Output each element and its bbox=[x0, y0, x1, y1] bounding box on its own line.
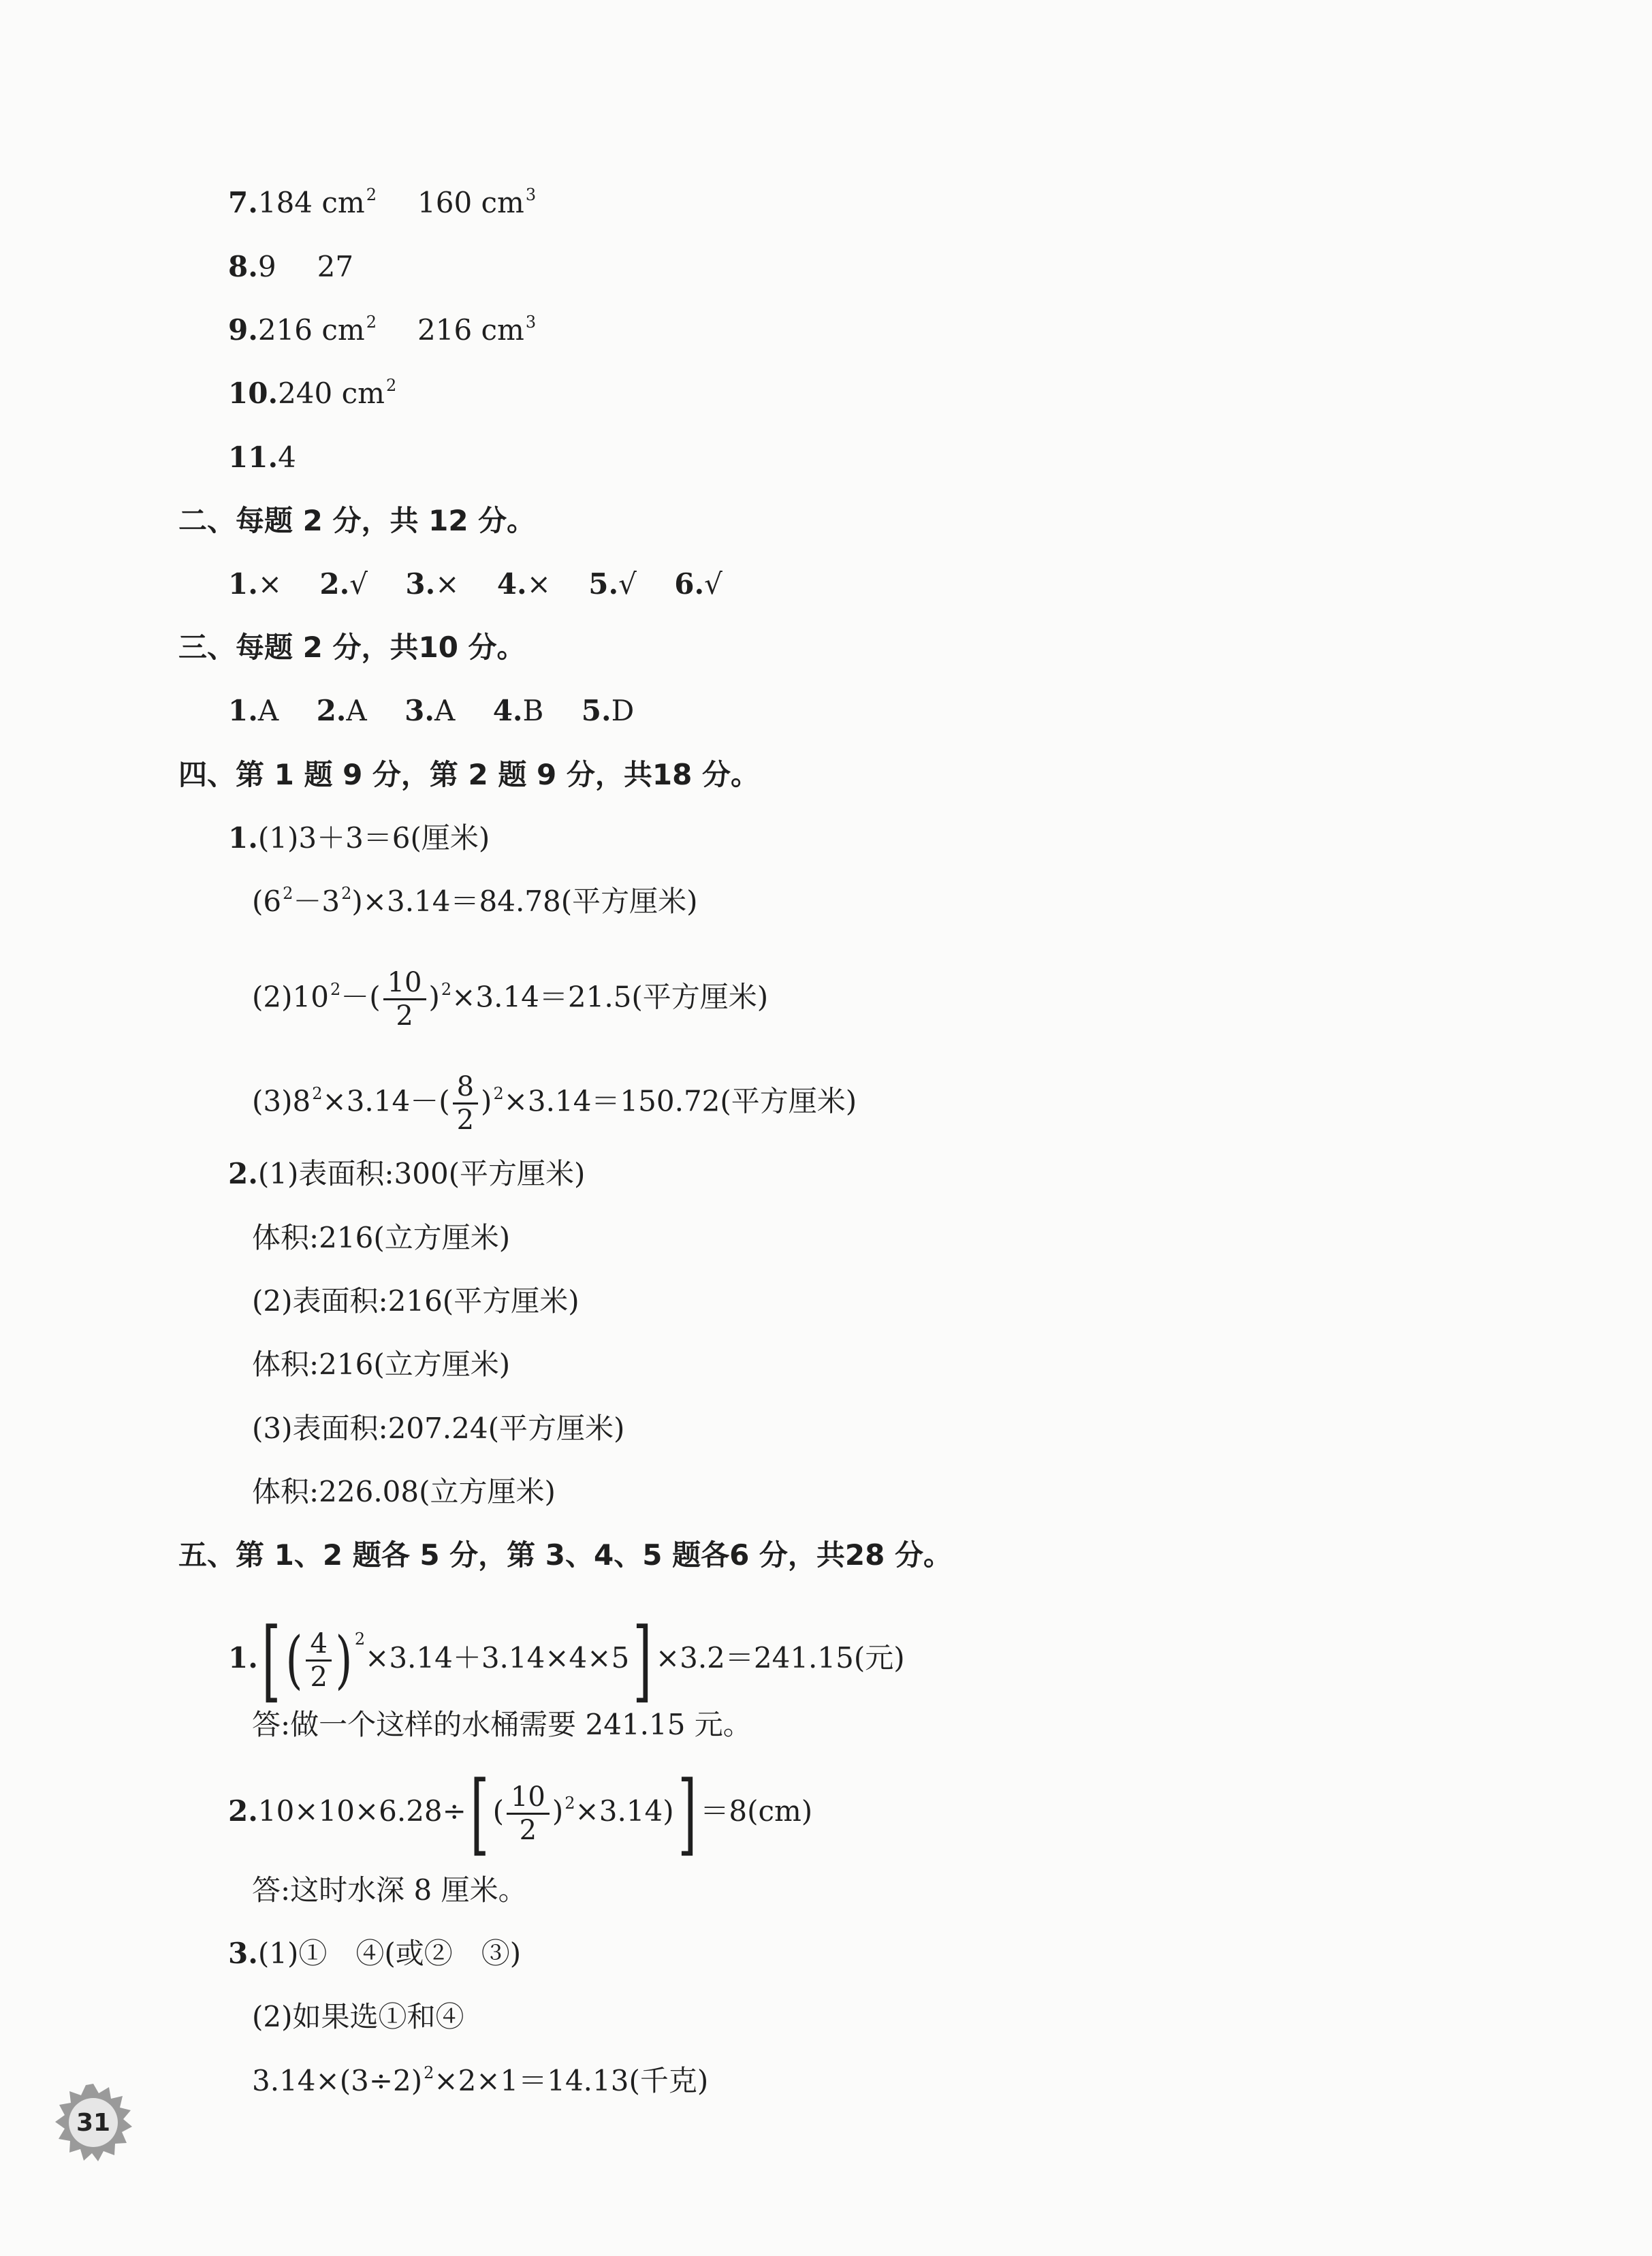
answer-p5-q3-line3: $3.14\times(3\div 2)^2\times 2\times 1=14.13$(千克) bbox=[252, 2063, 709, 2097]
answer-p5-q2-answer: 答:这时水深 8 厘米。 bbox=[252, 1873, 527, 1907]
answer-p4-q2-line4: 体积:216(立方厘米) bbox=[252, 1348, 511, 1381]
answer-list-part3: 1.A 2.A 3.A 4.B 5.D bbox=[228, 694, 635, 727]
answer-p4-q2-line2: 体积:216(立方厘米) bbox=[252, 1221, 511, 1254]
answer-q7: 7.184 $cm^2$ 160 $cm^3$ bbox=[228, 185, 537, 219]
answer-p5-q3-line2: (2)如果选①和④ bbox=[252, 2000, 464, 2033]
section-heading-2: 二、每题 2 分，共 12 分。 bbox=[178, 504, 536, 537]
answer-p4-q2-line6: 体积:226.08(立方厘米) bbox=[252, 1475, 556, 1508]
fraction: $\frac{4}{2}$ bbox=[306, 1628, 331, 1693]
fraction: $\frac{10}{2}$ bbox=[383, 967, 426, 1032]
answer-p4-q2-line3: (2)表面积:216(平方厘米) bbox=[252, 1284, 579, 1318]
answer-q8: 8.9 27 bbox=[228, 250, 354, 283]
page-number: 31 bbox=[76, 2108, 111, 2137]
answer-p5-q1-equation: 1.[( $\frac{4}{2}$ ) $^2$×3.14＋3.14×4×5] ×3.2＝241.15(元) bbox=[228, 1608, 905, 1712]
answer-p5-q2-equation: 2.10×10×6.28÷[ ( $\frac{10}{2}$ )$^2$×3.14)] ＝8(cm) bbox=[228, 1762, 813, 1865]
answer-p5-q1-answer: 答:做一个这样的水桶需要 241.15 元。 bbox=[252, 1708, 752, 1741]
answer-q11: 11.4 bbox=[228, 441, 296, 474]
section-heading-5: 五、第 1、2 题各 5 分，第 3、4、5 题各6 分，共28 分。 bbox=[178, 1538, 952, 1572]
answer-q9: 9.216 $cm^2$ 216 $cm^3$ bbox=[228, 313, 537, 347]
answer-p4-q1-line4: $(3)8^2\times 3.14-$( $\frac{8}{2}$ )$^2$×3.14＝150.72(平方厘米) bbox=[252, 1071, 857, 1136]
answer-p4-q2-line5: (3)表面积:207.24(平方厘米) bbox=[252, 1412, 625, 1445]
answer-p4-q2-line1: 2.(1)表面积:300(平方厘米) bbox=[228, 1157, 586, 1190]
answer-p5-q3-line1: 3.(1)① ④(或② ③) bbox=[228, 1937, 522, 1970]
answer-q10: 10.240 $cm^2$ bbox=[228, 376, 397, 410]
section-heading-3: 三、每题 2 分，共10 分。 bbox=[178, 631, 526, 664]
answer-p4-q1-line3: $(2)10^2-$( $\frac{10}{2}$ )$^2$×3.14＝21.5(平方厘米) bbox=[252, 967, 769, 1032]
fraction: $\frac{10}{2}$ bbox=[507, 1781, 550, 1846]
answer-list-part2: 1.× 2.√ 3.× 4.× 5.√ 6.√ bbox=[228, 567, 722, 601]
section-heading-4: 四、第 1 题 9 分，第 2 题 9 分，共18 分。 bbox=[178, 758, 759, 791]
answer-p4-q1-line2: $(6^2-3^2)\times 3.14=84.78$(平方厘米) bbox=[252, 884, 698, 918]
answer-p4-q1-line1: 1.(1)3＋3＝6(厘米) bbox=[228, 821, 490, 855]
fraction: $\frac{8}{2}$ bbox=[453, 1071, 478, 1136]
